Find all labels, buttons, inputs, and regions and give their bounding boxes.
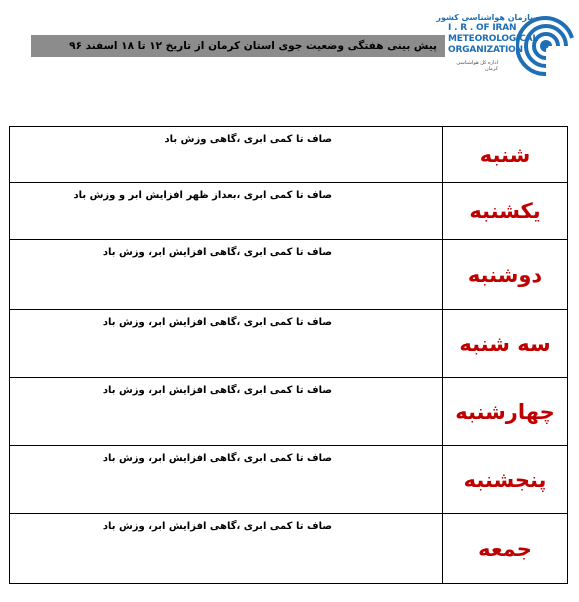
forecast-text: صاف تا کمی ابری ،گاهی افزایش ابر، وزش باد	[102, 317, 332, 328]
forecast-day: یکشنبه	[443, 183, 568, 240]
forecast-row	[10, 378, 568, 446]
forecast-text: صاف تا کمی ابری ،گاهی افزایش ابر، وزش باد	[102, 453, 332, 464]
weekly-forecast-table	[9, 126, 568, 584]
forecast-description	[10, 240, 443, 310]
forecast-description	[10, 310, 443, 378]
forecast-description	[10, 183, 443, 240]
forecast-description	[10, 514, 443, 584]
forecast-description	[10, 378, 443, 446]
logo-subtitle: اداره کل هواشناسی کرمان	[456, 60, 498, 72]
forecast-text: صاف تا کمی ابری ،گاهی افزایش ابر، وزش باد	[102, 385, 332, 396]
forecast-row	[10, 183, 568, 240]
forecast-row	[10, 240, 568, 310]
meteorological-organization-logo	[436, 6, 576, 86]
forecast-text: صاف تا کمی ابری ،گاهی افزایش ابر، وزش باد	[102, 247, 332, 258]
logo-en-line3: ORGANIZATION	[448, 45, 523, 55]
header-title: پیش بینی هفتگی وضعیت جوی استان کرمان از تاریخ ۱۲ تا ۱۸ اسفند ۹۶	[31, 35, 445, 57]
spiral-emblem-icon	[516, 6, 576, 86]
forecast-day: پنجشنبه	[443, 446, 568, 514]
logo-en-line2: METEOROLOGICAL	[448, 34, 538, 44]
forecast-day: سه شنبه	[443, 310, 568, 378]
forecast-row	[10, 127, 568, 183]
forecast-day: دوشنبه	[443, 240, 568, 310]
forecast-row	[10, 446, 568, 514]
forecast-row	[10, 514, 568, 584]
forecast-day: شنبه	[443, 127, 568, 183]
forecast-text: صاف تا کمی ابری ،گاهی افزایش ابر، وزش باد	[102, 521, 332, 532]
forecast-description	[10, 127, 443, 183]
forecast-day: جمعه	[443, 514, 568, 584]
logo-fa-name: سازمان هواشناسی کشور	[436, 13, 538, 22]
forecast-row	[10, 310, 568, 378]
logo-en-line1: I . R . OF IRAN	[448, 23, 517, 33]
forecast-day: چهارشنبه	[443, 378, 568, 446]
forecast-text: صاف تا کمی ابری ،بعداز ظهر افزایش ابر و وزش باد	[73, 190, 332, 201]
forecast-description	[10, 446, 443, 514]
forecast-text: صاف تا کمی ابری ،گاهی وزش باد	[164, 134, 332, 145]
